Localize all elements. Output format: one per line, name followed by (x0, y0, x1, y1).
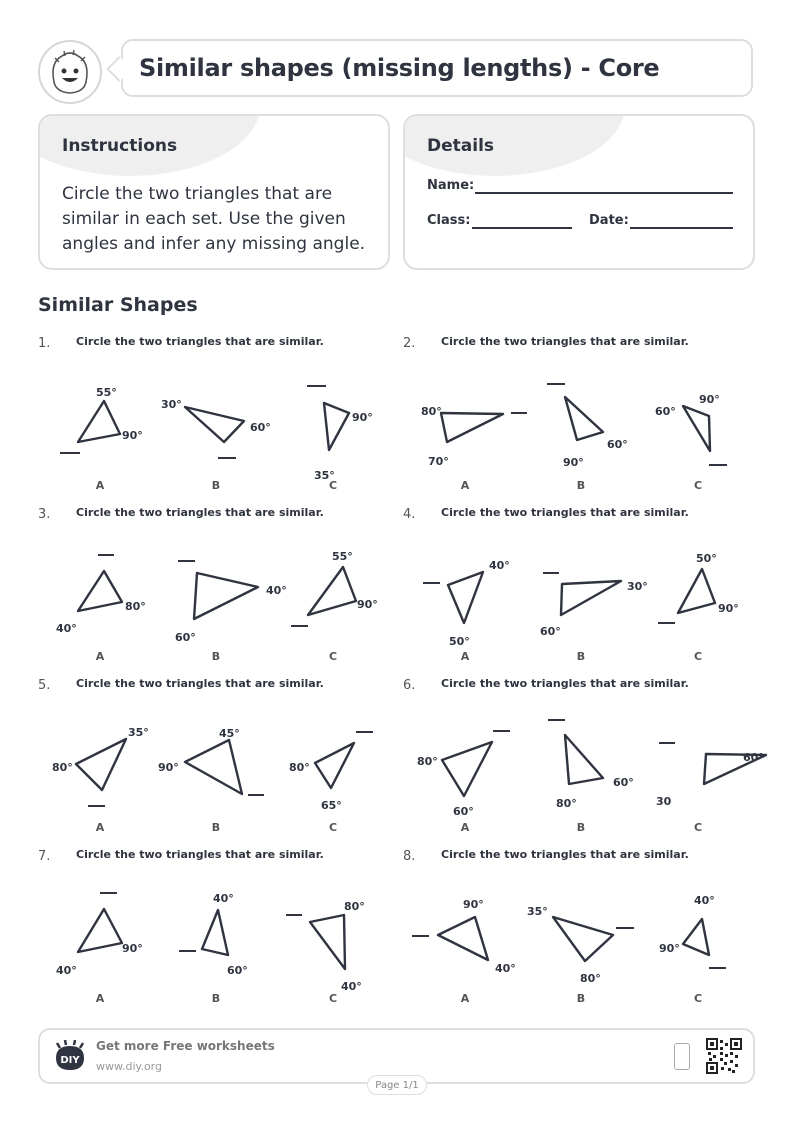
option-label-c: C (693, 821, 703, 834)
question-number: 3. (38, 507, 51, 522)
question-number: 8. (403, 849, 416, 864)
page-title: Similar shapes (missing lengths) - Core (139, 54, 660, 82)
angle-label: 35° (128, 726, 149, 739)
option-label-b: B (576, 650, 586, 663)
angle-label: 40° (694, 894, 715, 907)
question-text: Circle the two triangles that are similar. (441, 506, 689, 519)
question-text: Circle the two triangles that are similar. (76, 848, 324, 861)
angle-label: 80° (417, 755, 438, 768)
angle-label: 90° (463, 898, 484, 911)
angle-label: 60° (743, 751, 764, 764)
question-number: 4. (403, 507, 416, 522)
question-text: Circle the two triangles that are similar. (76, 677, 324, 690)
question-number: 6. (403, 678, 416, 693)
angle-label: 50° (449, 635, 470, 648)
option-label-b: B (576, 479, 586, 492)
angle-label: 40° (489, 559, 510, 572)
triangle-b[interactable] (185, 407, 244, 442)
yeti-mascot-icon (38, 40, 102, 104)
question-text: Circle the two triangles that are similar. (441, 335, 689, 348)
angle-label: 60° (250, 421, 271, 434)
option-label-b: B (211, 479, 221, 492)
option-label-a: A (95, 650, 105, 663)
question-figure (403, 676, 773, 841)
angle-label: 80° (580, 972, 601, 985)
angle-label: 65° (321, 799, 342, 812)
angle-label: 50° (696, 552, 717, 565)
angle-label: 60° (227, 964, 248, 977)
option-label-a: A (95, 992, 105, 1005)
angle-label: 60° (540, 625, 561, 638)
section-title: Similar Shapes (38, 294, 198, 316)
question-number: 7. (38, 849, 51, 864)
footer-cta[interactable]: Get more Free worksheets (96, 1039, 275, 1053)
angle-label: 70° (428, 455, 449, 468)
triangle-c[interactable] (683, 406, 710, 451)
triangle-b[interactable] (561, 581, 621, 615)
triangle-a[interactable] (76, 739, 126, 790)
triangle-b[interactable] (194, 573, 258, 619)
angle-label: 80° (289, 761, 310, 774)
option-label-a: A (460, 650, 470, 663)
option-label-b: B (576, 821, 586, 834)
option-label-c: C (693, 479, 703, 492)
angle-label: 80° (344, 900, 365, 913)
angle-label: 90° (659, 942, 680, 955)
question-figure (38, 676, 408, 841)
option-label-c: C (693, 650, 703, 663)
angle-label: 60° (453, 805, 474, 818)
angle-label: 90° (122, 942, 143, 955)
angle-label: 55° (96, 386, 117, 399)
option-label-c: C (693, 992, 703, 1005)
angle-label: 40° (495, 962, 516, 975)
option-label-a: A (460, 992, 470, 1005)
angle-label: 90° (158, 761, 179, 774)
name-label: Name: (427, 178, 475, 193)
date-field[interactable] (630, 227, 733, 229)
triangle-c[interactable] (308, 567, 356, 615)
question-figure (403, 847, 773, 1012)
angle-label: 90° (122, 429, 143, 442)
option-label-c: C (328, 992, 338, 1005)
question-number: 2. (403, 336, 416, 351)
question-figure (403, 334, 773, 499)
angle-label: 35° (314, 469, 335, 482)
angle-label: 35° (527, 905, 548, 918)
option-label-c: C (328, 650, 338, 663)
angle-label: 40° (213, 892, 234, 905)
page-number: Page 1/1 (367, 1075, 427, 1095)
triangle-c[interactable] (310, 915, 345, 969)
question-number: 5. (38, 678, 51, 693)
angle-label: 80° (52, 761, 73, 774)
qr-code-icon[interactable] (706, 1038, 742, 1074)
class-field[interactable] (472, 227, 572, 229)
name-field[interactable] (475, 192, 733, 194)
triangle-a[interactable] (441, 413, 503, 442)
angle-label: 30° (161, 398, 182, 411)
question-text: Circle the two triangles that are similar. (441, 848, 689, 861)
question-text: Circle the two triangles that are similar. (441, 677, 689, 690)
triangle-a[interactable] (438, 917, 488, 960)
angle-label: 40° (56, 622, 77, 635)
triangle-c[interactable] (315, 743, 354, 788)
question-number: 1. (38, 336, 51, 351)
angle-label: 90° (699, 393, 720, 406)
angle-label: 40° (266, 584, 287, 597)
triangle-b[interactable] (185, 740, 242, 794)
instructions-card (38, 114, 390, 270)
angle-label: 55° (332, 550, 353, 563)
triangle-b[interactable] (565, 735, 603, 784)
triangle-a[interactable] (442, 742, 492, 796)
details-heading: Details (427, 136, 495, 156)
option-label-b: B (211, 650, 221, 663)
option-label-a: A (460, 821, 470, 834)
angle-label: 60° (655, 405, 676, 418)
triangle-b[interactable] (553, 917, 613, 961)
angle-label: 30 (656, 795, 672, 808)
footer-link[interactable]: www.diy.org (96, 1060, 162, 1073)
triangle-b[interactable] (202, 910, 228, 955)
angle-label: 60° (607, 438, 628, 451)
option-label-c: C (328, 821, 338, 834)
details-card (403, 114, 755, 270)
angle-label: 80° (421, 405, 442, 418)
class-label: Class: (427, 213, 471, 228)
angle-label: 90° (357, 598, 378, 611)
question-text: Circle the two triangles that are similar. (76, 335, 324, 348)
angle-label: 90° (563, 456, 584, 469)
triangle-c[interactable] (683, 919, 709, 955)
triangle-c[interactable] (324, 403, 349, 450)
triangle-a[interactable] (78, 909, 122, 952)
option-label-c: C (328, 479, 338, 492)
question-figure (403, 505, 773, 670)
angle-label: 30° (627, 580, 648, 593)
instructions-heading: Instructions (62, 136, 178, 156)
triangle-b[interactable] (565, 397, 603, 440)
date-label: Date: (589, 213, 629, 228)
angle-label: 80° (125, 600, 146, 613)
option-label-a: A (95, 479, 105, 492)
angle-label: 45° (219, 727, 240, 740)
angle-label: 90° (352, 411, 373, 424)
angle-label: 60° (175, 631, 196, 644)
option-label-b: B (211, 821, 221, 834)
option-label-a: A (460, 479, 470, 492)
question-figure (38, 847, 408, 1012)
option-label-b: B (211, 992, 221, 1005)
question-figure (38, 334, 408, 499)
angle-label: 90° (718, 602, 739, 615)
question-text: Circle the two triangles that are similar. (76, 506, 324, 519)
option-label-a: A (95, 821, 105, 834)
angle-label: 80° (556, 797, 577, 810)
triangle-a[interactable] (78, 401, 120, 442)
angle-label: 40° (56, 964, 77, 977)
instructions-text: Circle the two triangles that are similar in each set. Use the given angles and infer any missing angle. (62, 184, 366, 254)
angle-label: 60° (613, 776, 634, 789)
phone-icon (674, 1043, 690, 1070)
diy-logo-icon (52, 1040, 88, 1074)
triangle-a[interactable] (448, 572, 483, 623)
triangle-c[interactable] (678, 569, 715, 613)
option-label-b: B (576, 992, 586, 1005)
angle-label: 40° (341, 980, 362, 993)
question-figure (38, 505, 408, 670)
svg-text:DIY: DIY (60, 1055, 80, 1066)
triangle-a[interactable] (78, 571, 122, 611)
